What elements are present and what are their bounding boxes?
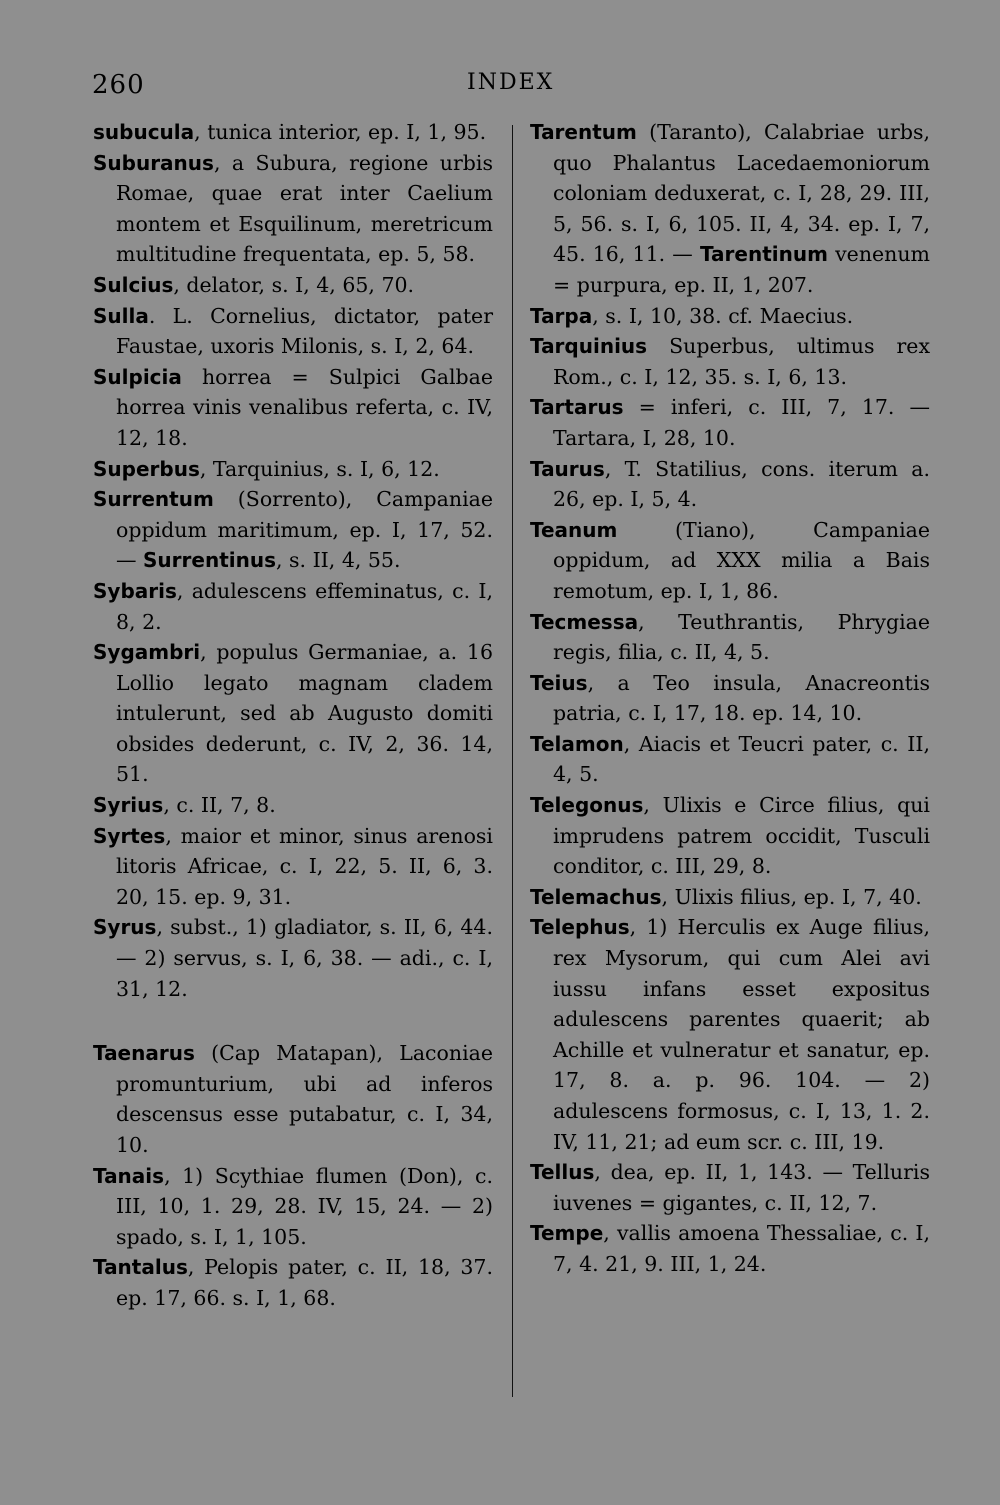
index-entry-text: , Aiacis et Teucri pater, c. II, 4, 5.	[553, 731, 930, 787]
index-entry-text: , dea, ep. II, 1, 143. — Telluris iuvenes = gigantes, c. II, 12, 7.	[553, 1160, 930, 1215]
index-entry-text: . L. Cornelius, dictator, pater Faustae, uxoris Milonis, s. I, 2, 64.	[116, 303, 493, 359]
index-headword: Superbus	[93, 456, 200, 481]
index-headword: Sygambri	[93, 640, 201, 665]
index-headword: Tellus	[530, 1160, 595, 1185]
index-entry-text: , delator, s. I, 4, 65, 70.	[173, 272, 415, 297]
index-entry-text: , Ulixis filius, ep. I, 7, 40.	[661, 884, 922, 909]
index-entry-text: , tunica interior, ep. I, 1, 95.	[194, 120, 487, 144]
index-entry	[530, 607, 930, 668]
index-entry	[93, 1161, 493, 1253]
index-entry	[530, 331, 930, 392]
index-headword: Taurus	[530, 456, 605, 481]
index-headword: Telemachus	[530, 884, 662, 909]
index-headword: Suburanus	[93, 150, 214, 175]
index-headword: Syrus	[93, 915, 157, 940]
index-entry-text: (Sorrento), Campaniae oppidum maritimum, ep. I, 17, 52. —	[116, 487, 493, 573]
index-entry-text: Superbus, ultimus rex Rom., c. I, 12, 35. s. I, 6, 13.	[553, 334, 930, 389]
index-headword: Syrius	[93, 793, 164, 818]
index-entry	[93, 576, 493, 637]
index-entry-text: (Taranto), Calabriae urbs, quo Phalantus Lacedaemoniorum coloniam deduxerat, c. I, 28, 29. III, 5, 56. s. I, 6, 105. II, 4, 34. ep. I, 7, 45. 16, 11. —	[553, 120, 930, 267]
index-entry	[530, 912, 930, 1157]
index-entry	[530, 1218, 930, 1279]
index-headword: Tartarus	[530, 395, 624, 420]
index-entry-text: , vallis amoena Thessaliae, c. I, 7, 4. 21, 9. III, 1, 24.	[553, 1221, 930, 1276]
index-entry-text: venenum = purpura, ep. II, 1, 207.	[553, 242, 930, 297]
index-entry-text: , 1) Herculis ex Auge filius, rex Mysorum, qui cum Alei avi iussu infans esset expositus adulescens parentes quaerit; ab Achille et vulneratur et sanatur, ep. 17, 8. a. p. 96. 104. — 2) adulescens formosus, c. I, 13, 1. 2. IV, 11, 21; ad eum scr. c. III, 19.	[553, 915, 930, 1154]
index-entry-text: , subst., 1) gladiator, s. II, 6, 44. — 2) servus, s. I, 6, 38. — adi., c. I, 31, 12.	[116, 915, 493, 1001]
index-headword: Telephus	[530, 915, 630, 940]
index-headword: Tantalus	[93, 1255, 188, 1280]
index-entry-text: , T. Statilius, cons. iterum a. 26, ep. I, 5, 4.	[553, 456, 930, 512]
index-entry-text: , c. II, 7, 8.	[163, 793, 276, 818]
index-headword: Sulpicia	[93, 364, 182, 389]
index-entry	[530, 668, 930, 729]
index-headword: Syrtes	[93, 823, 166, 848]
index-entry-text: = inferi, c. III, 7, 17. — Tartara, I, 28, 10.	[553, 395, 930, 450]
index-entry-text: , adulescens effeminatus, c. I, 8, 2.	[116, 578, 493, 634]
index-headword: Tarquinius	[530, 334, 648, 359]
index-entry	[530, 1157, 930, 1218]
index-entry	[93, 117, 493, 148]
index-headword: Tempe	[530, 1221, 604, 1246]
index-entry	[93, 912, 493, 1004]
index-entry-text: (Cap Matapan), Laconiae promunturium, ubi ad inferos descensus esse putabatur, c. I, 34, 10.	[116, 1041, 493, 1157]
index-entry-text: , Pelopis pater, c. II, 18, 37. ep. 17, 66. s. I, 1, 68.	[116, 1255, 493, 1310]
index-headword: Sybaris	[93, 578, 177, 603]
index-headword: Telegonus	[530, 793, 644, 818]
index-entry	[530, 790, 930, 882]
index-column-left	[93, 117, 493, 1314]
index-entry	[530, 117, 930, 301]
index-headword: Telamon	[530, 731, 624, 756]
index-headword: Tecmessa	[530, 609, 639, 634]
index-headword: Tarentum	[530, 120, 637, 144]
index-entry	[93, 790, 493, 821]
index-entry	[530, 729, 930, 790]
index-entry-text: , Tarquinius, s. I, 6, 12.	[199, 456, 440, 481]
index-entry	[93, 484, 493, 576]
running-head: INDEX	[467, 70, 555, 95]
index-headword: subucula	[93, 120, 195, 144]
index-entry-text: , s. II, 4, 55.	[276, 548, 401, 573]
index-entry	[93, 148, 493, 270]
index-entry	[530, 301, 930, 332]
index-entry-text: (Tiano), Campaniae oppidum, ad XXX milia a Bais remotum, ep. I, 1, 86.	[553, 517, 930, 603]
index-entry-text: , a Teo insula, Anacreontis patria, c. I, 17, 18. ep. 14, 10.	[553, 670, 930, 726]
index-headword: Teanum	[530, 517, 618, 542]
index-column-right	[530, 117, 930, 1280]
index-entry	[93, 637, 493, 790]
index-headword: Tanais	[93, 1163, 165, 1188]
index-headword: Teius	[530, 670, 588, 695]
index-entry-text: , s. I, 10, 38. cf. Maecius.	[592, 303, 854, 328]
index-entry	[530, 454, 930, 515]
index-entry	[93, 1038, 493, 1160]
index-entry	[93, 270, 493, 301]
index-entry	[93, 454, 493, 485]
index-entry-text: , Ulixis e Circe filius, qui imprudens patrem occidit, Tusculi conditor, c. III, 29, 8.	[553, 793, 930, 879]
index-entry	[530, 392, 930, 453]
column-divider	[512, 125, 513, 1397]
index-entry	[530, 515, 930, 607]
page-number: 260	[92, 70, 145, 100]
index-entry-text: , 1) Scythiae flumen (Don), c. III, 10, 1. 29, 28. IV, 15, 24. — 2) spado, s. I, 1, 105.	[116, 1163, 493, 1249]
index-headword: Surrentinus	[143, 548, 276, 573]
index-headword: Tarentinum	[699, 242, 828, 267]
index-entry	[93, 362, 493, 454]
index-headword: Sulla	[93, 303, 149, 328]
index-headword: Tarpa	[530, 303, 593, 328]
index-entry	[93, 301, 493, 362]
index-entry-text: , maior et minor, sinus arenosi litoris Africae, c. I, 22, 5. II, 6, 3. 20, 15. ep. 9, 31.	[116, 823, 493, 909]
index-entry-text: horrea = Sulpici Galbae horrea vinis venalibus referta, c. IV, 12, 18.	[116, 364, 493, 450]
index-entry	[93, 821, 493, 913]
index-headword: Taenarus	[93, 1041, 195, 1066]
index-entry	[530, 882, 930, 913]
index-entry	[93, 1252, 493, 1313]
index-headword: Sulcius	[93, 272, 174, 297]
index-entry-text: , populus Germaniae, a. 16 Lollio legato magnam cladem intulerunt, sed ab Augusto domiti obsides dederunt, c. IV, 2, 36. 14, 51.	[116, 640, 493, 787]
index-entry-text: , Teuthrantis, Phrygiae regis, filia, c. II, 4, 5.	[553, 609, 930, 665]
index-entry-text: , a Subura, regione urbis Romae, quae erat inter Caelium montem et Esquilinum, meretricum multitudine frequentata, ep. 5, 58.	[116, 150, 493, 267]
index-headword: Surrentum	[93, 487, 214, 512]
